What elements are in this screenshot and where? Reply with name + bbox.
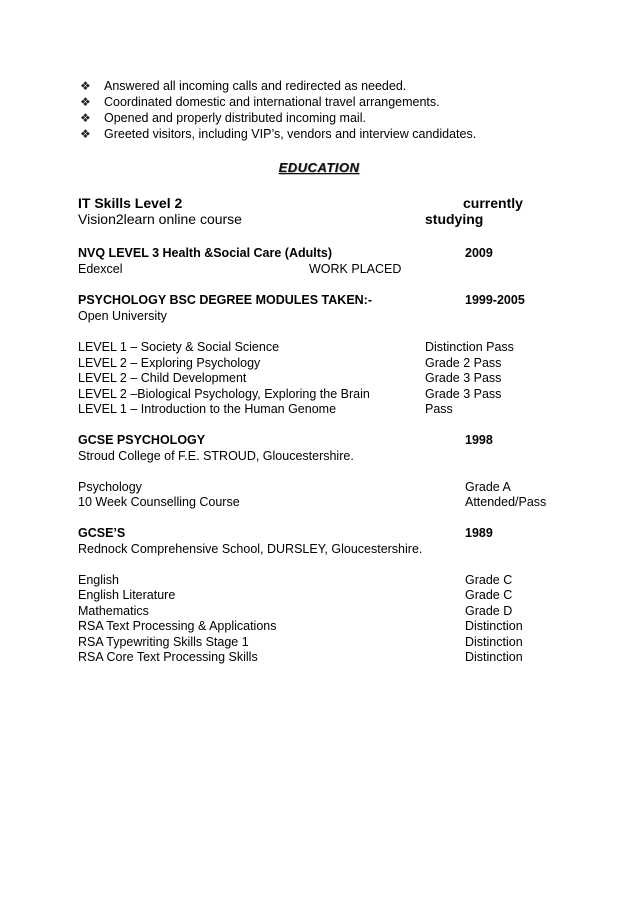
gcses-provider: Rednock Comprehensive School, DURSLEY, Gloucestershire. <box>78 542 423 556</box>
psych-bsc-title: PSYCHOLOGY BSC DEGREE MODULES TAKEN:- <box>78 293 373 307</box>
nvq-provider: Edexcel <box>78 262 123 276</box>
module-result: Grade 3 Pass <box>425 371 502 385</box>
module-name: LEVEL 1 – Introduction to the Human Genome <box>78 402 337 416</box>
subject-name: RSA Core Text Processing Skills <box>78 650 258 664</box>
diamond-bullet-icon: ❖ <box>80 127 91 141</box>
duty-item: ❖ Greeted visitors, including VIP’s, vendors and interview candidates. <box>80 127 477 141</box>
subject-result: Grade C <box>465 588 513 602</box>
subject-name: 10 Week Counselling Course <box>78 495 240 509</box>
it-skills-status: currently <box>463 195 523 211</box>
module-result: Pass <box>425 402 453 416</box>
duty-item: ❖ Coordinated domestic and international travel arrangements. <box>80 95 440 109</box>
subject-result: Distinction <box>465 635 523 649</box>
it-skills-provider: Vision2learn online course <box>78 211 242 227</box>
subject-name: English <box>78 573 119 587</box>
nvq-title: NVQ LEVEL 3 Health &Social Care (Adults) <box>78 246 332 260</box>
module-name: LEVEL 2 –Biological Psychology, Exploring the Brain <box>78 387 370 401</box>
subject-result: Distinction <box>465 650 523 664</box>
education-heading: EDUCATION <box>278 160 360 175</box>
module-result: Grade 3 Pass <box>425 387 502 401</box>
module-name: LEVEL 1 – Society & Social Science <box>78 340 280 354</box>
subject-name: RSA Typewriting Skills Stage 1 <box>78 635 249 649</box>
module-name: LEVEL 2 – Exploring Psychology <box>78 356 261 370</box>
module-name: LEVEL 2 – Child Development <box>78 371 247 385</box>
module-result: Distinction Pass <box>425 340 514 354</box>
subject-result: Attended/Pass <box>465 495 547 509</box>
duty-item: ❖ Answered all incoming calls and redirected as needed. <box>80 79 407 93</box>
subject-name: Mathematics <box>78 604 149 618</box>
it-skills-status-2: studying <box>425 211 484 227</box>
psych-bsc-provider: Open University <box>78 309 167 323</box>
nvq-year: 2009 <box>465 246 493 260</box>
subject-result: Grade D <box>465 604 513 618</box>
gcse-psych-provider: Stroud College of F.E. STROUD, Gloucestershire. <box>78 449 354 463</box>
duties-list <box>80 78 476 142</box>
subject-result: Grade C <box>465 573 513 587</box>
module-result: Grade 2 Pass <box>425 356 502 370</box>
subject-result: Distinction <box>465 619 523 633</box>
gcse-psych-year: 1998 <box>465 433 493 447</box>
subject-result: Grade A <box>465 480 511 494</box>
it-skills-title: IT Skills Level 2 <box>78 195 183 211</box>
subject-name: RSA Text Processing & Applications <box>78 619 277 633</box>
subject-name: English Literature <box>78 588 176 602</box>
subject-name: Psychology <box>78 480 142 494</box>
nvq-note: WORK PLACED <box>309 262 402 276</box>
diamond-bullet-icon: ❖ <box>80 111 91 125</box>
gcses-year: 1989 <box>465 526 493 540</box>
gcse-psych-title: GCSE PSYCHOLOGY <box>78 433 206 447</box>
psych-bsc-year: 1999-2005 <box>465 293 525 307</box>
gcses-title: GCSE’S <box>78 526 126 540</box>
diamond-bullet-icon: ❖ <box>80 95 91 109</box>
diamond-bullet-icon: ❖ <box>80 79 91 93</box>
duty-item: ❖ Opened and properly distributed incoming mail. <box>80 111 366 125</box>
